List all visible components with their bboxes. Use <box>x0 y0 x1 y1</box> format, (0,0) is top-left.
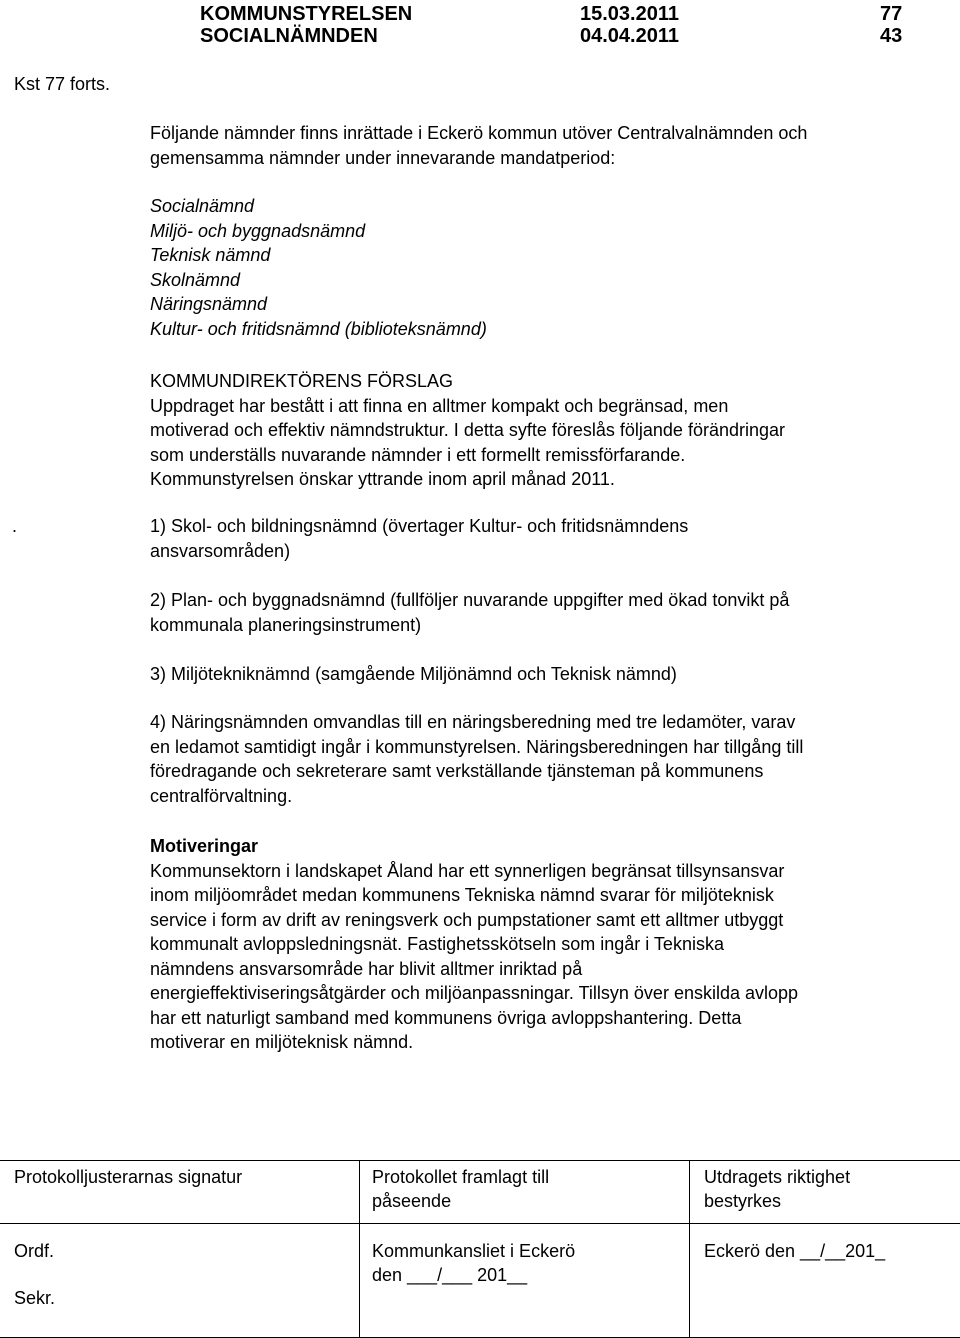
signature-col-framlagt <box>360 1161 690 1337</box>
item-line: en ledamot samtidigt ingår i kommunstyrelsen. Näringsberedningen har tillgång till <box>150 736 804 757</box>
signature-col3-title-2: bestyrkes <box>704 1191 782 1211</box>
header-page-2: 43 <box>880 25 903 47</box>
item-line: kommunala planeringsinstrument) <box>150 614 422 635</box>
proposal-line: Kommunstyrelsen önskar yttrande inom april månad 2011. <box>150 469 615 489</box>
list-item: Skolnämnd <box>150 269 241 290</box>
motivation-section <box>150 834 798 1055</box>
motivation-line: har ett naturligt samband med kommunens övriga avloppshantering. Detta <box>150 1007 742 1028</box>
committee-list <box>150 194 487 341</box>
kst-label: Kst 77 forts. <box>14 74 111 94</box>
list-item: Kultur- och fritidsnämnd (biblioteksnämnd) <box>150 318 487 339</box>
header-page-1: 77 <box>880 3 903 25</box>
signature-col2-title-2: påseende <box>372 1191 452 1211</box>
proposal-line: Uppdraget har bestått i att finna en alltmer kompakt och begränsad, men <box>150 395 729 416</box>
motivation-line: nämndens ansvarsområde har blivit alltmer inriktad på <box>150 958 583 979</box>
list-item: Miljö- och byggnadsnämnd <box>150 220 366 241</box>
item-line: ansvarsområden) <box>150 540 291 561</box>
proposal-section <box>150 369 785 492</box>
motivation-line: inom miljöområdet medan kommunens Tekniska nämnd svarar för miljöteknisk <box>150 885 774 905</box>
intro-paragraph <box>150 121 807 170</box>
signature-col3-title-1: Utdragets riktighet <box>704 1167 851 1187</box>
list-item: Näringsnämnd <box>150 294 268 314</box>
motivation-line: energieffektiviseringsåtgärder och miljöanpassningar. Tillsyn över enskilda avlopp <box>150 983 799 1003</box>
item-3 <box>150 662 677 687</box>
header-date-2: 04.04.2011 <box>580 25 679 47</box>
motivation-line: kommunalt avloppsledningsnät. Fastighetsskötseln som ingår i Tekniska <box>150 934 724 954</box>
signature-col2-place: Kommunkansliet i Eckerö <box>372 1241 576 1261</box>
stray-dot: . <box>12 516 18 536</box>
item-line: 1) Skol- och bildningsnämnd (övertager Kultur- och fritidsnämndens <box>150 516 689 536</box>
header-org-socialnamnden: SOCIALNÄMNDEN <box>200 25 378 47</box>
header-org-kommunstyrelsen: KOMMUNSTYRELSEN <box>200 3 413 25</box>
motivation-line: service i form av drift av reningsverk och pumpstationer samt ett alltmer utbyggt <box>150 909 784 930</box>
list-item: Teknisk nämnd <box>150 245 271 265</box>
signature-col1-title: Protokolljusterarnas signatur <box>14 1167 243 1187</box>
signature-col2-date: den ___/___ 201__ <box>372 1265 528 1285</box>
signature-col3-place-date: Eckerö den __/__201_ <box>704 1241 886 1261</box>
signature-col-riktighet <box>690 1161 960 1337</box>
signature-col-justerare <box>0 1161 360 1337</box>
proposal-line: motiverad och effektiv nämndstruktur. I detta syfte föreslås följande förändringar <box>150 420 786 440</box>
motivation-heading: Motiveringar <box>150 836 259 856</box>
proposal-heading: KOMMUNDIREKTÖRENS FÖRSLAG <box>150 371 454 391</box>
motivation-line: Kommunsektorn i landskapet Åland har ett synnerligen begränsat tillsynsansvar <box>150 860 785 881</box>
intro-line: Följande nämnder finns inrättade i Eckerö kommun utöver Centralvalnämnden och <box>150 123 808 143</box>
item-2 <box>150 588 789 637</box>
item-4 <box>150 710 803 808</box>
item-line: centralförvaltning. <box>150 785 293 806</box>
motivation-line: motiverar en miljöteknisk nämnd. <box>150 1032 414 1052</box>
signature-sekr-label: Sekr. <box>14 1288 56 1308</box>
item-1 <box>150 514 688 563</box>
item-line: föredragande och sekreterare samt verkställande tjänsteman på kommunens <box>150 761 764 781</box>
signature-table <box>0 1160 960 1338</box>
header-date-1: 15.03.2011 <box>580 3 679 25</box>
intro-line: gemensamma nämnder under innevarande mandatperiod: <box>150 147 616 168</box>
list-item: Socialnämnd <box>150 196 255 216</box>
proposal-line: som underställs nuvarande nämnder i ett formellt remissförfarande. <box>150 444 686 465</box>
item-line: 2) Plan- och byggnadsnämnd (fullföljer nuvarande uppgifter med ökad tonvikt på <box>150 590 790 610</box>
item-line: 3) Miljötekniknämnd (samgående Miljönämnd och Teknisk nämnd) <box>150 664 677 684</box>
item-line: 4) Näringsnämnden omvandlas till en näringsberedning med tre ledamöter, varav <box>150 712 796 732</box>
signature-col2-title-1: Protokollet framlagt till <box>372 1167 550 1187</box>
signature-ordf-label: Ordf. <box>14 1241 55 1261</box>
